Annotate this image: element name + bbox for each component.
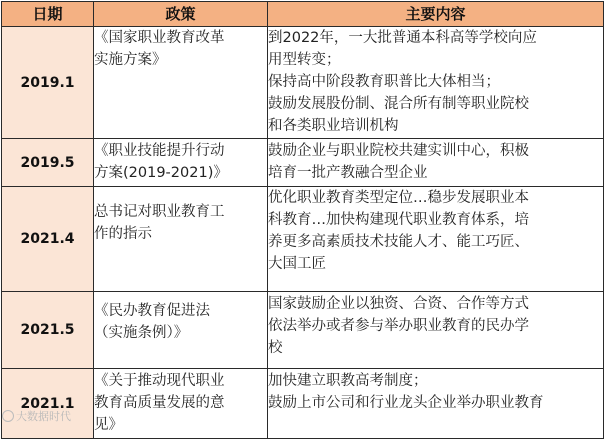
- policy-line: 总书记对职业教育工: [94, 204, 225, 220]
- policy-cell: [94, 139, 268, 187]
- content-line: 大国工匠: [268, 256, 326, 272]
- table-row: [2, 187, 604, 292]
- watermark-text: 大数据时代: [16, 410, 71, 423]
- content-line: 鼓励企业与职业院校共建实训中心，积极: [268, 143, 529, 159]
- watermark: [2, 408, 71, 424]
- content-cell: [268, 27, 604, 139]
- content-line: 优化职业教育类型定位…稳步发展职业本: [268, 190, 529, 206]
- content-line: 依法举办或者参与举办职业教育的民办学: [268, 318, 529, 334]
- date-cell: 2019.5: [2, 139, 94, 187]
- content-line: 校: [268, 340, 283, 356]
- header-policy: 政策: [94, 2, 268, 27]
- date-cell: 2019.1: [2, 27, 94, 139]
- table-row: [2, 292, 604, 369]
- policy-table: [1, 1, 604, 439]
- watermark-logo-icon: [2, 410, 14, 422]
- policy-cell: [94, 292, 268, 369]
- header-date: 日期: [2, 2, 94, 27]
- policy-cell: [94, 187, 268, 292]
- content-line: 鼓励发展股份制、混合所有制等职业院校: [268, 96, 529, 112]
- content-cell: [268, 139, 604, 187]
- date-cell: 2021.5: [2, 292, 94, 369]
- content-line: 到2022年，一大批普通本科高等学校向应: [268, 30, 537, 46]
- content-cell: [268, 292, 604, 369]
- content-line: 养更多高素质技术技能人才、能工巧匠、: [268, 234, 529, 250]
- content-line: 和各类职业培训机构: [268, 118, 399, 134]
- header-content: 主要内容: [268, 2, 604, 27]
- table-row: [2, 369, 604, 439]
- table-row: [2, 139, 604, 187]
- policy-line: 《职业技能提升行动: [94, 143, 225, 159]
- content-line: 保持高中阶段教育职普比大体相当；: [268, 74, 500, 90]
- policy-line: 作的指示: [94, 226, 152, 242]
- table-row: [2, 27, 604, 139]
- policy-line: 教育高质量发展的意: [94, 395, 225, 411]
- content-cell: [268, 187, 604, 292]
- content-cell: [268, 369, 604, 439]
- policy-line: 见》: [94, 417, 123, 433]
- policy-cell: [94, 369, 268, 439]
- policy-cell: [94, 27, 268, 139]
- policy-line: 实施方案》: [94, 52, 167, 68]
- policy-line: 《民办教育促进法: [94, 303, 210, 319]
- date-cell: 2021.4: [2, 187, 94, 292]
- header-row: [2, 2, 604, 27]
- content-line: 国家鼓励企业以独资、合资、合作等方式: [268, 296, 529, 312]
- policy-line: 《国家职业教育改革: [94, 30, 225, 46]
- content-line: 加快建立职教高考制度；: [268, 373, 428, 389]
- policy-line: 方案(2019-2021)》: [94, 165, 228, 181]
- content-line: 科教育…加快构建现代职业教育体系，培: [268, 212, 529, 228]
- content-line: 培育一批产教融合型企业: [268, 165, 428, 181]
- policy-line: 《关于推动现代职业: [94, 373, 225, 389]
- content-line: 鼓励上市公司和行业龙头企业举办职业教育: [268, 395, 544, 411]
- content-line: 用型转变；: [268, 52, 341, 68]
- policy-line: （实施条例）》: [94, 325, 189, 341]
- date-cell: 2021.1: [2, 369, 94, 439]
